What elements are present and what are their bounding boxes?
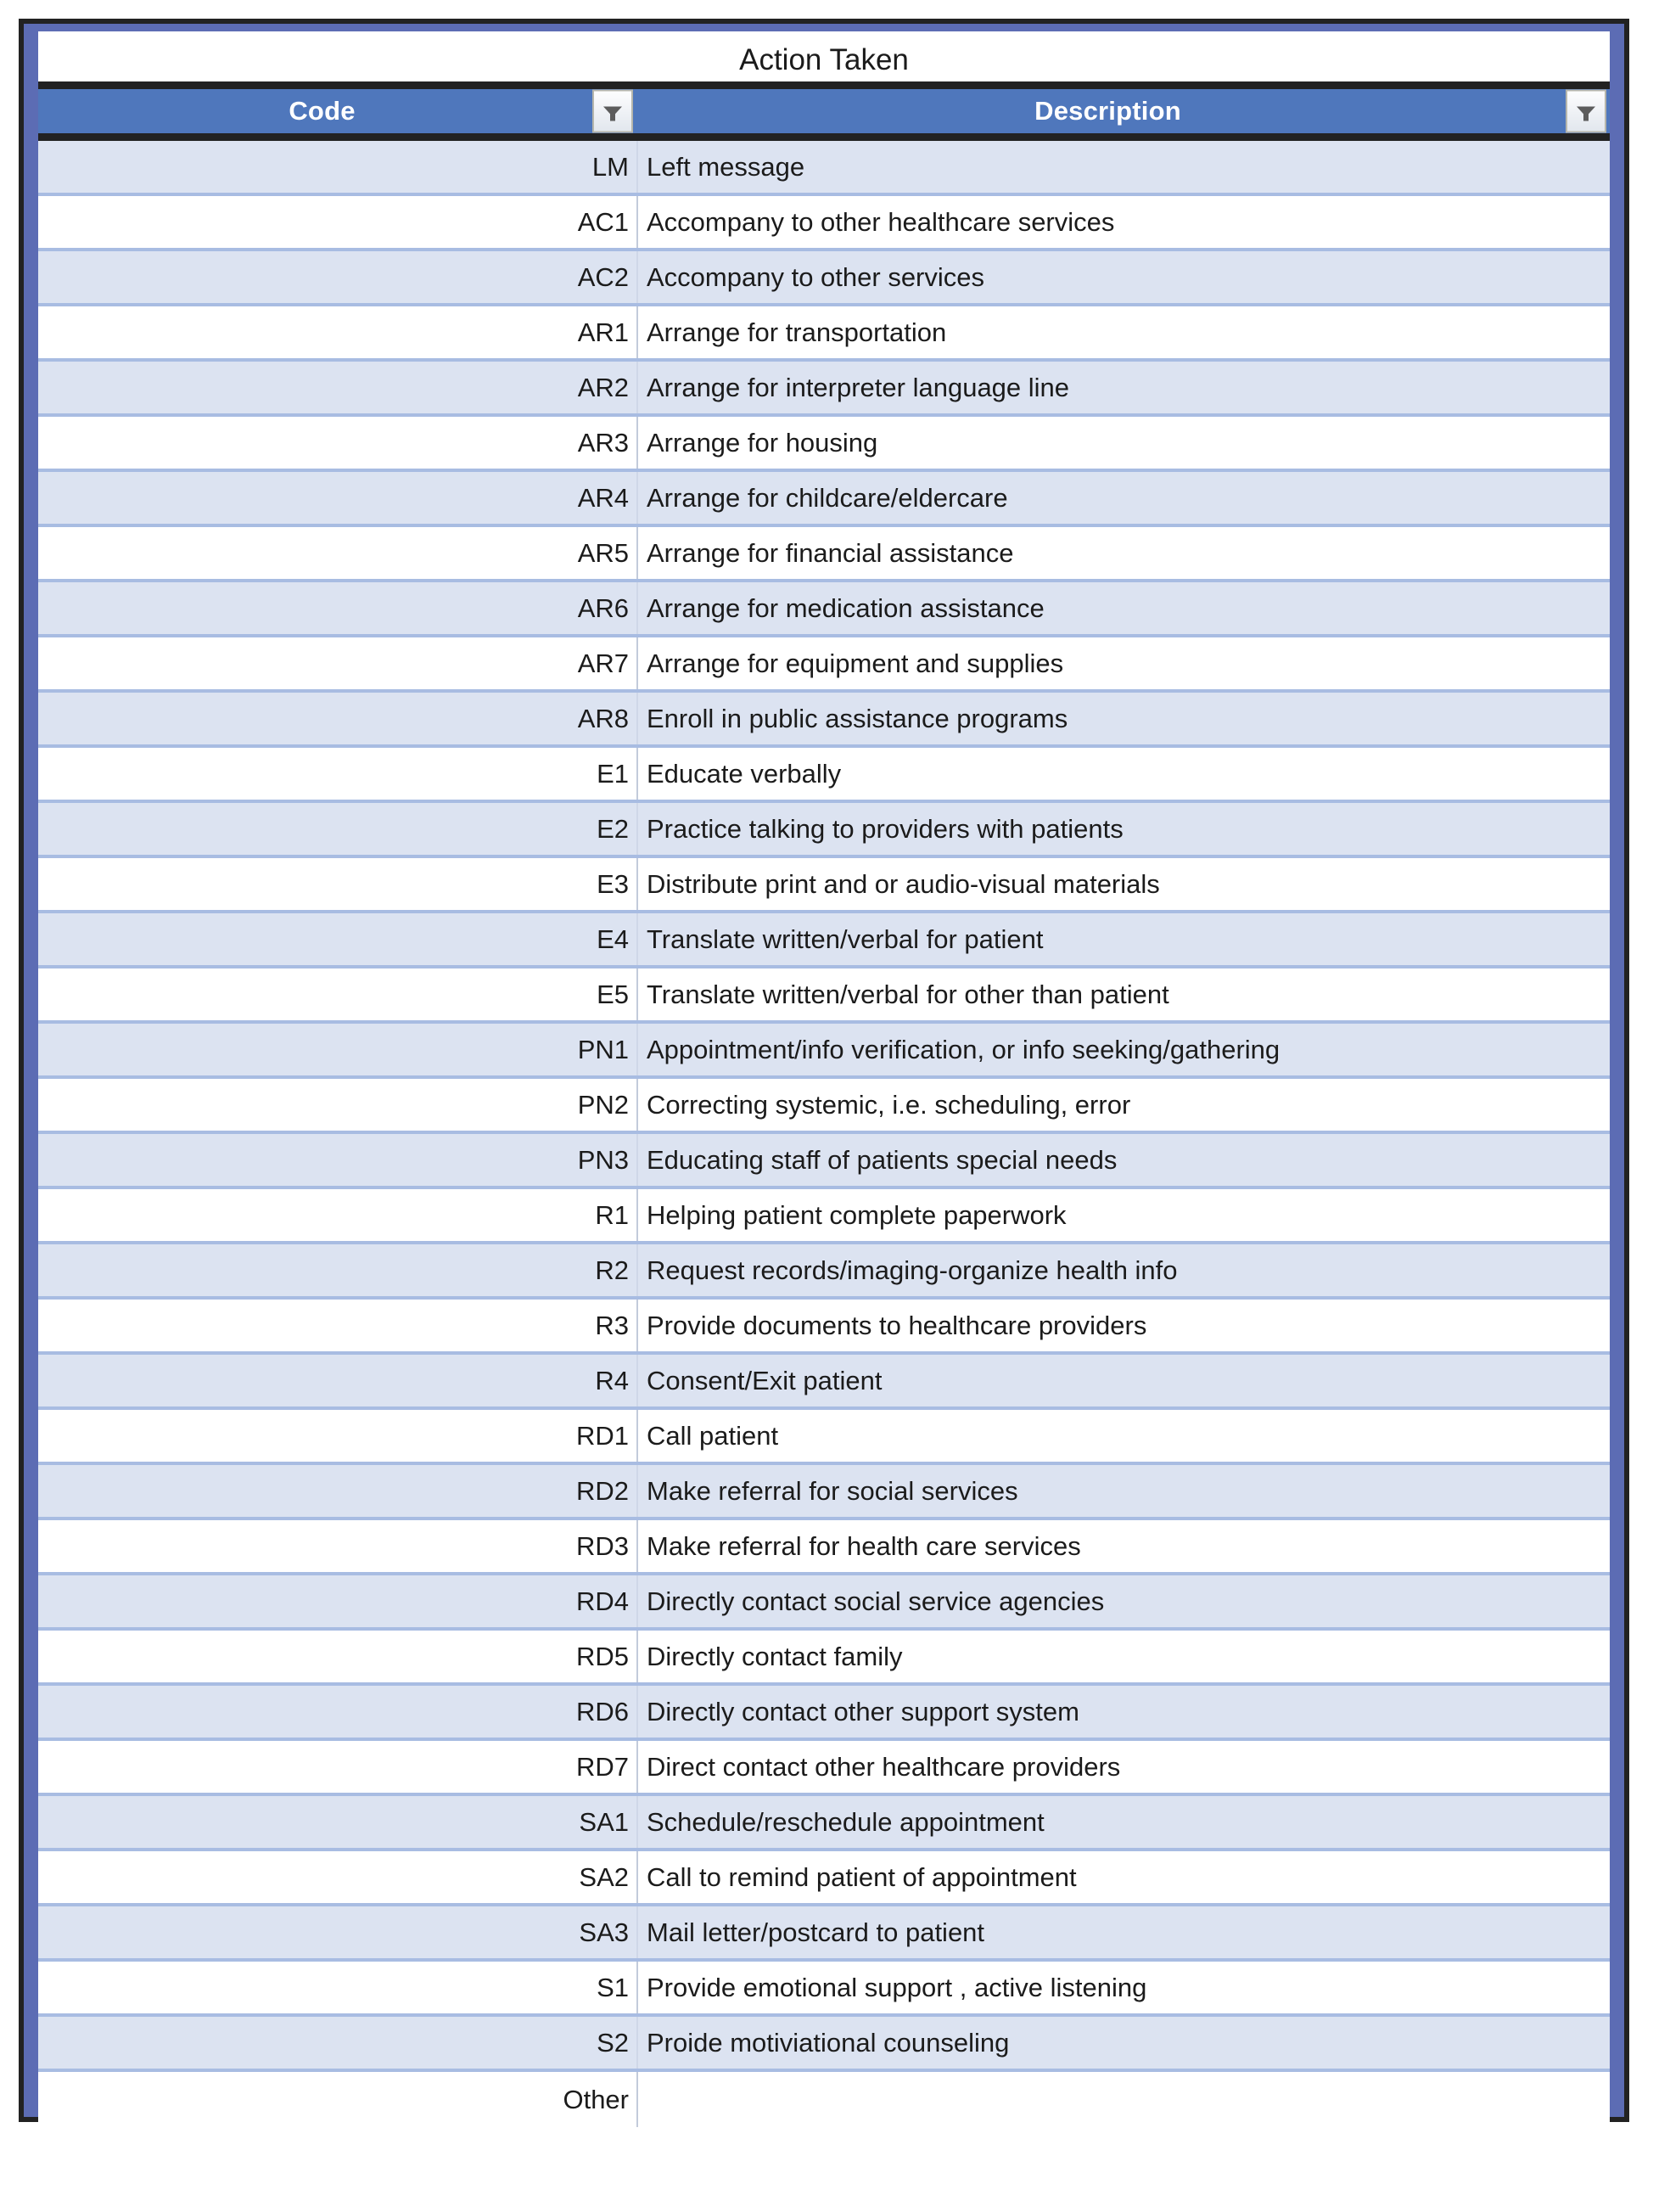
table-row[interactable] xyxy=(38,1410,1610,1465)
cell-description[interactable]: Arrange for transportation xyxy=(636,306,1610,358)
table-row[interactable] xyxy=(38,1244,1610,1300)
cell-code[interactable]: RD3 xyxy=(575,1530,629,1561)
cell-code[interactable]: AR8 xyxy=(577,703,629,733)
table-row[interactable] xyxy=(38,748,1610,803)
cell-description[interactable]: Helping patient complete paperwork xyxy=(636,1189,1610,1241)
table-row[interactable] xyxy=(38,1134,1610,1189)
cell-code[interactable]: AR3 xyxy=(577,427,629,458)
cell-code[interactable]: R1 xyxy=(595,1199,629,1230)
cell-code[interactable]: S2 xyxy=(597,2027,629,2058)
table-row[interactable] xyxy=(38,1189,1610,1244)
cell-code[interactable]: SA2 xyxy=(579,1861,629,1892)
table-row[interactable] xyxy=(38,1631,1610,1686)
cell-code[interactable]: RD4 xyxy=(575,1586,629,1616)
table-row[interactable] xyxy=(38,1796,1610,1851)
cell-code[interactable]: AR5 xyxy=(577,537,629,568)
table-row[interactable] xyxy=(38,1686,1610,1741)
table-row[interactable] xyxy=(38,1465,1610,1520)
table-row[interactable] xyxy=(38,1851,1610,1906)
table-row[interactable] xyxy=(38,472,1610,527)
cell-code[interactable]: RD7 xyxy=(575,1751,629,1782)
table-row[interactable] xyxy=(38,2072,1610,2127)
cell-code[interactable]: E2 xyxy=(597,813,629,844)
cell-code[interactable]: RD1 xyxy=(575,1420,629,1451)
cell-code[interactable]: Other xyxy=(563,2084,629,2114)
table-row[interactable] xyxy=(38,196,1610,251)
cell-code[interactable]: AC1 xyxy=(577,206,629,237)
cell-description[interactable] xyxy=(636,2072,1610,2127)
table-row[interactable] xyxy=(38,582,1610,637)
cell-code[interactable]: AR1 xyxy=(577,317,629,347)
cell-description[interactable]: Appointment/info verification, or info seeking/gathering xyxy=(636,1024,1610,1075)
table-row[interactable] xyxy=(38,141,1610,196)
table-outer-frame xyxy=(19,19,1629,2122)
cell-description[interactable]: Educating staff of patients special needs xyxy=(636,1134,1610,1186)
cell-description[interactable]: Accompany to other healthcare services xyxy=(636,196,1610,248)
cell-code[interactable]: SA1 xyxy=(579,1806,629,1837)
table-row[interactable] xyxy=(38,362,1610,417)
cell-code[interactable]: SA3 xyxy=(579,1917,629,1947)
filter-dropdown-icon-code[interactable] xyxy=(592,90,633,133)
cell-description[interactable]: Enroll in public assistance programs xyxy=(636,693,1610,744)
table-row[interactable] xyxy=(38,1575,1610,1631)
column-header-description-label: Description xyxy=(1034,96,1181,126)
table-row[interactable] xyxy=(38,1741,1610,1796)
table-row[interactable] xyxy=(38,1300,1610,1355)
cell-description[interactable]: Call to remind patient of appointment xyxy=(636,1851,1610,1903)
column-header-code[interactable] xyxy=(38,89,636,133)
cell-description[interactable]: Request records/imaging-organize health info xyxy=(636,1244,1610,1296)
table-row[interactable] xyxy=(38,858,1610,913)
table-row[interactable] xyxy=(38,251,1610,306)
cell-description[interactable]: Arrange for financial assistance xyxy=(636,527,1610,579)
cell-code[interactable]: AR2 xyxy=(577,372,629,402)
table-row[interactable] xyxy=(38,637,1610,693)
cell-code[interactable]: PN1 xyxy=(577,1034,629,1064)
cell-code[interactable]: E1 xyxy=(597,758,629,789)
cell-code[interactable]: R4 xyxy=(595,1365,629,1395)
cell-description[interactable]: Correcting systemic, i.e. scheduling, error xyxy=(636,1079,1610,1131)
cell-code[interactable]: AR6 xyxy=(577,592,629,623)
chevron-down-icon xyxy=(1577,106,1595,116)
column-header-description[interactable] xyxy=(636,89,1610,133)
cell-description[interactable]: Arrange for interpreter language line xyxy=(636,362,1610,413)
cell-code[interactable]: E3 xyxy=(597,868,629,899)
cell-code[interactable]: PN2 xyxy=(577,1089,629,1120)
cell-code[interactable]: E5 xyxy=(597,979,629,1009)
table-row[interactable] xyxy=(38,1079,1610,1134)
cell-description[interactable]: Mail letter/postcard to patient xyxy=(636,1906,1610,1958)
cell-description[interactable]: Arrange for medication assistance xyxy=(636,582,1610,634)
table-row[interactable] xyxy=(38,417,1610,472)
chevron-down-icon xyxy=(603,106,622,116)
cell-description[interactable]: Arrange for housing xyxy=(636,417,1610,469)
cell-description[interactable]: Proide motiviational counseling xyxy=(636,2017,1610,2069)
cell-code[interactable]: AR7 xyxy=(577,648,629,678)
cell-description[interactable]: Accompany to other services xyxy=(636,251,1610,303)
table-row[interactable] xyxy=(38,1355,1610,1410)
table-row[interactable] xyxy=(38,968,1610,1024)
cell-description[interactable]: Educate verbally xyxy=(636,748,1610,800)
table-row[interactable] xyxy=(38,693,1610,748)
table-row[interactable] xyxy=(38,1906,1610,1962)
cell-code[interactable]: R3 xyxy=(595,1310,629,1340)
cell-code[interactable]: LM xyxy=(591,151,629,182)
cell-description[interactable]: Arrange for childcare/eldercare xyxy=(636,472,1610,524)
table-body xyxy=(38,141,1610,2127)
cell-code[interactable]: S1 xyxy=(597,1972,629,2002)
cell-description[interactable]: Consent/Exit patient xyxy=(636,1355,1610,1406)
cell-description[interactable]: Left message xyxy=(636,141,1610,193)
table-row[interactable] xyxy=(38,803,1610,858)
cell-description[interactable]: Schedule/reschedule appointment xyxy=(636,1796,1610,1848)
cell-description[interactable]: Translate written/verbal for patient xyxy=(636,913,1610,965)
filter-dropdown-icon-description[interactable] xyxy=(1566,90,1606,133)
cell-code[interactable]: RD6 xyxy=(575,1696,629,1726)
cell-description[interactable]: Direct contact other healthcare providers xyxy=(636,1741,1610,1793)
cell-description[interactable]: Provide documents to healthcare providers xyxy=(636,1300,1610,1351)
table-header-row xyxy=(38,89,1610,141)
cell-code[interactable]: R2 xyxy=(595,1255,629,1285)
cell-code[interactable]: RD2 xyxy=(575,1475,629,1506)
cell-description[interactable]: Distribute print and or audio-visual materials xyxy=(636,858,1610,910)
cell-description[interactable]: Translate written/verbal for other than patient xyxy=(636,968,1610,1020)
table-row[interactable] xyxy=(38,1024,1610,1079)
cell-description[interactable]: Directly contact family xyxy=(636,1631,1610,1682)
column-header-code-label: Code xyxy=(289,96,356,126)
table-row[interactable] xyxy=(38,1962,1610,2017)
table-row[interactable] xyxy=(38,1520,1610,1575)
cell-code[interactable]: RD5 xyxy=(575,1641,629,1671)
table-row[interactable] xyxy=(38,527,1610,582)
cell-description[interactable]: Make referral for social services xyxy=(636,1465,1610,1517)
table-row[interactable] xyxy=(38,2017,1610,2072)
cell-description[interactable]: Provide emotional support , active listening xyxy=(636,1962,1610,2013)
cell-description[interactable]: Arrange for equipment and supplies xyxy=(636,637,1610,689)
cell-description[interactable]: Make referral for health care services xyxy=(636,1520,1610,1572)
cell-description[interactable]: Call patient xyxy=(636,1410,1610,1462)
table-row[interactable] xyxy=(38,306,1610,362)
cell-description[interactable]: Practice talking to providers with patients xyxy=(636,803,1610,855)
cell-code[interactable]: AR4 xyxy=(577,482,629,513)
cell-description[interactable]: Directly contact other support system xyxy=(636,1686,1610,1738)
table-inner-frame xyxy=(38,31,1610,2114)
cell-description[interactable]: Directly contact social service agencies xyxy=(636,1575,1610,1627)
cell-code[interactable]: PN3 xyxy=(577,1144,629,1175)
table-row[interactable] xyxy=(38,913,1610,968)
cell-code[interactable]: AC2 xyxy=(577,261,629,292)
cell-code[interactable]: E4 xyxy=(597,924,629,954)
table-title: Action Taken xyxy=(38,31,1610,89)
